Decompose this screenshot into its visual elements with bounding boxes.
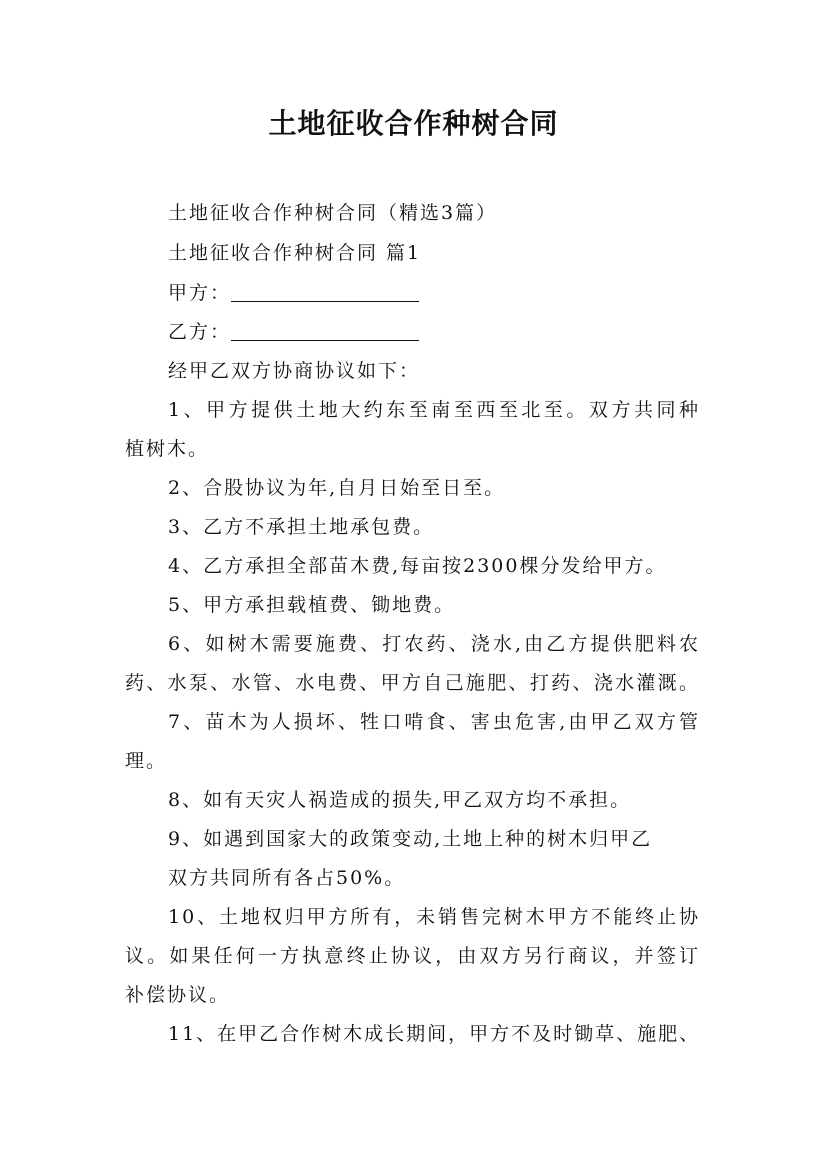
clause-6-line-1: 6、如树木需要施费、打农药、浇水,由乙方提供肥料农 bbox=[168, 633, 700, 655]
clause-8: 8、如有天灾人祸造成的损失,甲乙双方均不承担。 bbox=[168, 789, 632, 811]
clause-2: 2、合股协议为年,自月日始至日至。 bbox=[168, 477, 506, 499]
clause-10-line-1: 10、土地权归甲方所有，未销售完树木甲方不能终止协 bbox=[168, 906, 700, 928]
clause-3: 3、乙方不承担土地承包费。 bbox=[168, 516, 435, 538]
document-title: 土地征收合作种树合同 bbox=[268, 107, 559, 140]
section-heading: 土地征收合作种树合同 篇1 bbox=[168, 242, 422, 264]
party-b-line bbox=[0, 317, 827, 344]
clause-5: 5、甲方承担载植费、锄地费。 bbox=[168, 594, 456, 616]
clause-1-line-2: 植树木。 bbox=[125, 438, 210, 460]
party-a-label: 甲方： bbox=[168, 282, 232, 304]
clause-9-line-2: 双方共同所有各占50%。 bbox=[168, 867, 406, 889]
party-b-label: 乙方： bbox=[168, 321, 232, 343]
subtitle-line: 土地征收合作种树合同（精选3篇） bbox=[168, 202, 498, 224]
clause-7-line-1: 7、苗木为人损坏、牲口啃食、害虫危害,由甲乙双方管 bbox=[168, 711, 700, 733]
intro-line: 经甲乙双方协商协议如下： bbox=[168, 360, 421, 382]
clause-10-line-3: 补偿协议。 bbox=[125, 984, 231, 1006]
clause-6-line-2: 药、水泵、水管、水电费、甲方自己施肥、打药、浇水灌溉。 bbox=[125, 672, 700, 694]
party-a-blank bbox=[231, 283, 419, 302]
clause-9-line-1: 9、如遇到国家大的政策变动,土地上种的树木归甲乙 bbox=[168, 828, 653, 850]
clause-4: 4、乙方承担全部苗木费,每亩按2300棵分发给甲方。 bbox=[168, 555, 667, 577]
party-a-line bbox=[0, 278, 827, 305]
clause-11-line-1: 11、在甲乙合作树木成长期间，甲方不及时锄草、施肥、 bbox=[168, 1023, 701, 1045]
clause-7-line-2: 理。 bbox=[125, 750, 168, 772]
clause-10-line-2: 议。如果任何一方执意终止协议，由双方另行商议，并签订 bbox=[125, 945, 700, 967]
clause-1-line-1: 1、甲方提供土地大约东至南至西至北至。双方共同种 bbox=[168, 399, 700, 421]
party-b-blank bbox=[231, 322, 419, 341]
